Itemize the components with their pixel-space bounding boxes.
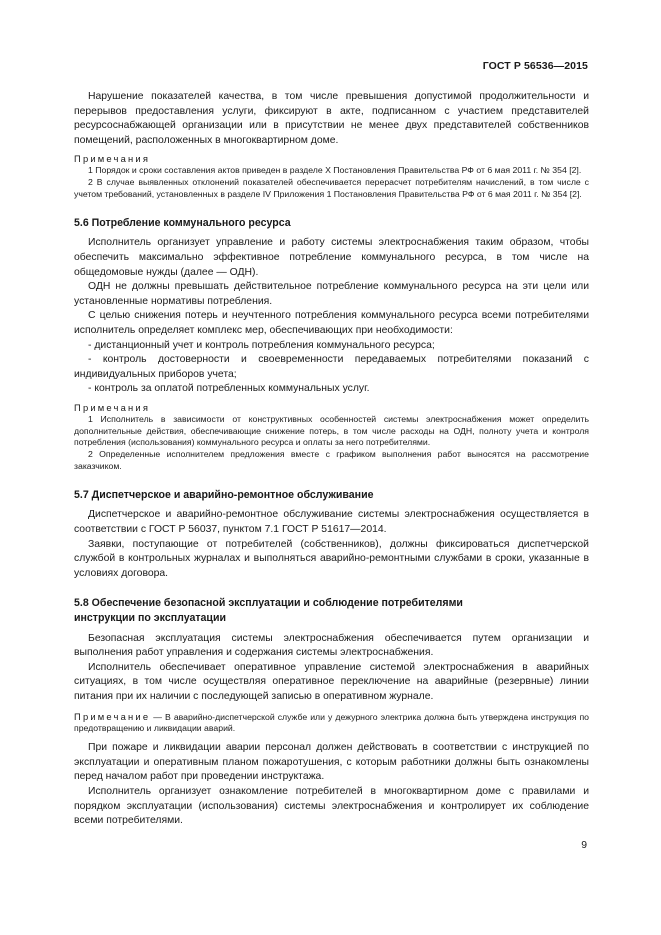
section-5-7-heading: 5.7 Диспетчерское и аварийно-ремонтное обслуживание	[74, 488, 374, 501]
s56-paragraph-1: Исполнитель организует управление и работу системы электроснабжения таким образом, чтобы обеспечить максимально эффективное потребление коммунального ресурса, в том числе на общедомовые нужды (далее — ОДН).	[74, 237, 589, 278]
s58-paragraph-1: Безопасная эксплуатация системы электроснабжения обеспечивается путем организации и выполнения работ управления и содержания системы электроснабжения.	[74, 632, 589, 659]
s58-note-text: — В аварийно-диспетчерской службе или у дежурного электрика должна быть утверждена инструкция по предотвращению и ликвидации аварий.	[74, 711, 589, 734]
section-5-8-heading: 5.8 Обеспечение безопасной эксплуатации и соблюдение потребителями инструкции по эксплуатации	[74, 597, 463, 625]
intro-notes-label: Примечания	[74, 153, 151, 165]
s58-note	[74, 711, 589, 736]
s58-paragraph-3: При пожаре и ликвидации аварии персонал должен действовать в соответствии с инструкцией по эксплуатации и оперативным планом пожаротушения, с которым работники должны быть ознакомлены перед началом работ при проведении инструктажа.	[74, 742, 589, 783]
s56-list-item: - контроль достоверности и своевременности передаваемых потребителями показаний с индивидуальных приборов учета;	[74, 354, 589, 380]
s58-paragraph-4: Исполнитель организует ознакомление потребителей в многоквартирном доме с правилами и порядком эксплуатации (использования) системы электроснабжения и контролирует их соблюдение всеми потребителями.	[74, 785, 589, 827]
document-id: ГОСТ Р 56536—2015	[482, 60, 588, 72]
s56-notes-label: Примечания	[74, 401, 151, 413]
s57-paragraph-2: Заявки, поступающие от потребителей (собственников), должны фиксироваться диспетчерской службой в контрольных журналах и выполняться аварийно-ремонтными службами в сроки, указанные в условиях договора.	[74, 538, 589, 579]
page-content	[74, 90, 589, 829]
page-number: 9	[581, 840, 587, 851]
s56-list-item: - контроль за оплатой потребленных коммунальных услуг.	[88, 383, 370, 395]
s56-paragraph-2: ОДН не должны превышать действительное потребление коммунального ресурса на эти цели или установленные нормативы потребления.	[74, 281, 589, 307]
section-5-6-heading: 5.6 Потребление коммунального ресурса	[74, 216, 291, 229]
s56-note-1: 1 Исполнитель в зависимости от конструктивных особенностей системы электроснабжения может определить дополнительные действия, обеспечивающие снижение потерь, в том числе расходы на ОДН, полноту учета и контроля потребления (использования) коммунального ресурса и оплаты за него потребителями.	[74, 413, 589, 448]
intro-note-2: 2 В случае выявленных отклонений показателей обеспечивается перерасчет потребителям начислений, в том числе с учетом требований, установленных в разделе IV Приложения 1 Постановления Правительства РФ от 6 мая 2011 г. № 354 [2].	[74, 177, 589, 199]
s56-paragraph-3: С целью снижения потерь и неучтенного потребления коммунального ресурса всеми потребителями исполнитель определяет комплекс мер, обеспечивающих при необходимости:	[74, 310, 589, 336]
intro-paragraph-1: Нарушение показателей качества, в том числе превышения допустимой продолжительности и перерывов предоставления услуги, фиксируют в акте, подписанном с участием представителей ресурсоснабжающей организации или в присутствии не менее двух представителей собственников помещений, расположенных в многоквартирном доме.	[74, 91, 589, 146]
s56-note-2: 2 Определенные исполнителем предложения вместе с графиком выполнения работ выносятся на рассмотрение заказчиком.	[74, 449, 589, 472]
s57-paragraph-1: Диспетчерское и аварийно-ремонтное обслуживание системы электроснабжения осуществляется в соответствии с ГОСТ Р 56037, пунктом 7.1 ГОСТ Р 51617—2014.	[74, 509, 589, 536]
s58-paragraph-2: Исполнитель обеспечивает оперативное управление системой электроснабжения в аварийных ситуациях, в том числе осуществляя оперативное переключение на аварийные (резервные) линии питания при их наличии с последующей записью в оперативном журнале.	[74, 661, 589, 702]
s56-list-item: - дистанционный учет и контроль потребления коммунального ресурса;	[88, 339, 435, 351]
intro-note-1: 1 Порядок и сроки составления актов приведен в разделе X Постановления Правительства РФ от 6 мая 2011 г. № 354 [2].	[88, 165, 582, 176]
s58-note-label: Примечание	[74, 710, 151, 722]
